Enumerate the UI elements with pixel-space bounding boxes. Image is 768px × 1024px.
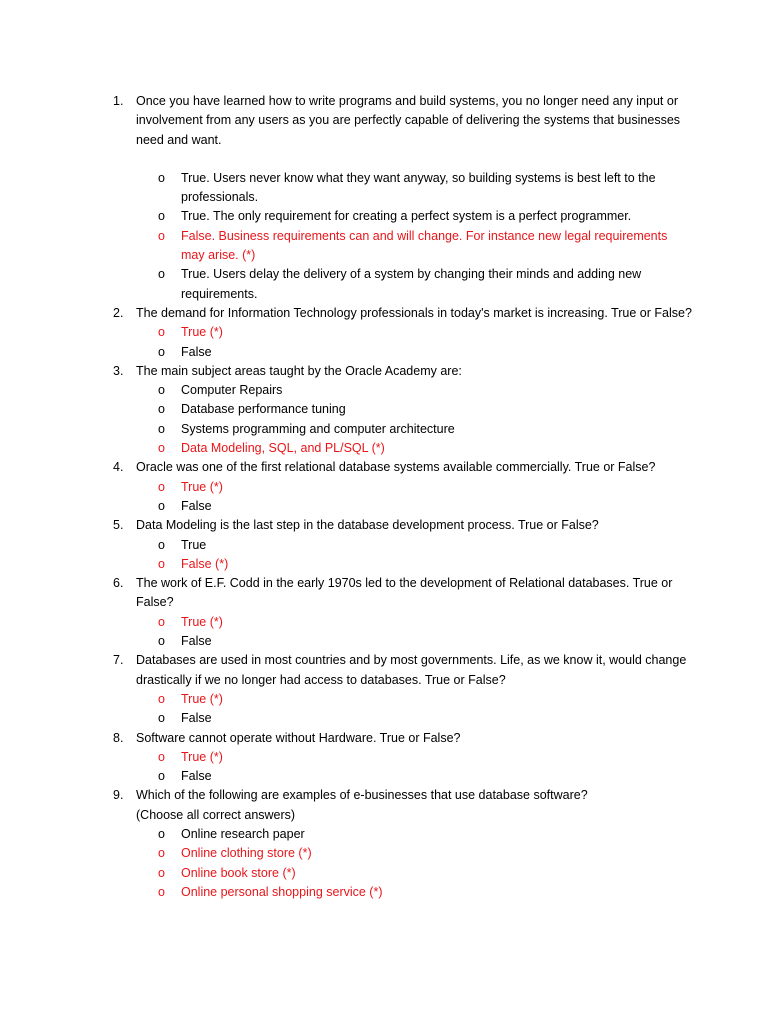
answer-option-correct xyxy=(136,883,681,902)
question-text: Databases are used in most countries and by most governments. Life, as we know it, would change drastically if we no longer had access to databases. True or False? xyxy=(136,653,690,687)
question-text: The work of E.F. Codd in the early 1970s led to the development of Relational databases. True or False? xyxy=(136,576,676,610)
question-number: 8. xyxy=(113,730,124,745)
answer-option xyxy=(136,825,681,844)
answer-options xyxy=(136,690,696,729)
option-bullet: o xyxy=(158,826,165,841)
spacer xyxy=(136,150,696,169)
answer-option xyxy=(136,343,681,362)
answer-option xyxy=(136,420,681,439)
question-number: 2. xyxy=(113,305,124,320)
answer-option xyxy=(136,767,681,786)
option-text: Computer Repairs xyxy=(181,383,283,398)
question-number: 3. xyxy=(113,363,124,378)
question-text: Software cannot operate without Hardware. True or False? xyxy=(136,730,461,745)
answer-option-correct xyxy=(136,748,681,767)
answer-options xyxy=(136,613,696,652)
answer-option xyxy=(136,497,681,516)
answer-option-correct xyxy=(136,844,681,863)
answer-option xyxy=(136,207,681,226)
question-1 xyxy=(0,92,696,304)
option-text: True (*) xyxy=(181,691,223,706)
option-bullet: o xyxy=(158,344,165,359)
option-bullet: o xyxy=(158,769,165,784)
option-bullet: o xyxy=(158,556,165,571)
question-8 xyxy=(0,729,696,787)
question-text: The main subject areas taught by the Oracle Academy are: xyxy=(136,363,462,378)
answer-option xyxy=(136,709,681,728)
option-text: True xyxy=(181,537,207,552)
answer-option xyxy=(136,400,681,419)
answer-options xyxy=(136,169,696,304)
answer-options xyxy=(136,323,696,362)
question-number: 9. xyxy=(113,788,124,803)
option-bullet: o xyxy=(158,537,165,552)
question-5 xyxy=(0,516,696,574)
question-number: 5. xyxy=(113,518,124,533)
answer-option-correct xyxy=(136,227,681,266)
option-text: Online personal shopping service (*) xyxy=(181,884,383,899)
option-bullet: o xyxy=(158,691,165,706)
question-9 xyxy=(0,786,696,902)
option-bullet: o xyxy=(158,479,165,494)
question-text: The demand for Information Technology professionals in today's market is increasing. True or False? xyxy=(136,305,692,320)
question-text: Data Modeling is the last step in the database development process. True or False? xyxy=(136,518,599,533)
option-text: Data Modeling, SQL, and PL/SQL (*) xyxy=(181,441,385,456)
option-text: False. Business requirements can and will change. For instance new legal requirements may arise. (*) xyxy=(181,228,668,263)
option-text: False xyxy=(181,498,212,513)
option-bullet: o xyxy=(158,865,165,880)
option-text: Database performance tuning xyxy=(181,402,346,417)
option-bullet: o xyxy=(158,441,165,456)
answer-option xyxy=(136,381,681,400)
option-text: True (*) xyxy=(181,614,223,629)
question-7 xyxy=(0,651,696,728)
question-number: 6. xyxy=(113,576,124,591)
answer-options xyxy=(136,748,696,787)
answer-option xyxy=(136,265,681,304)
option-text: True (*) xyxy=(181,479,223,494)
answer-options xyxy=(136,825,696,902)
option-text: False (*) xyxy=(181,556,229,571)
option-text: True. Users delay the delivery of a system by changing their minds and adding new requirements. xyxy=(181,267,642,301)
question-text: Once you have learned how to write programs and build systems, you no longer need any input or involvement from any users as you are perfectly capable of delivering the systems that businesses need and want. xyxy=(136,94,684,147)
question-3 xyxy=(0,362,696,458)
option-text: True (*) xyxy=(181,325,223,340)
option-bullet: o xyxy=(158,421,165,436)
option-bullet: o xyxy=(158,614,165,629)
option-bullet: o xyxy=(158,383,165,398)
option-text: Online book store (*) xyxy=(181,865,296,880)
answer-option xyxy=(136,632,681,651)
option-text: False xyxy=(181,769,212,784)
quiz-list xyxy=(0,92,768,902)
option-text: Systems programming and computer architecture xyxy=(181,421,455,436)
option-bullet: o xyxy=(158,884,165,899)
answer-option-correct xyxy=(136,690,681,709)
option-bullet: o xyxy=(158,267,165,282)
option-text: True. The only requirement for creating a perfect system is a perfect programmer. xyxy=(181,209,632,224)
option-text: True. Users never know what they want anyway, so building systems is best left to the professionals. xyxy=(181,170,656,205)
option-bullet: o xyxy=(158,498,165,513)
question-6 xyxy=(0,574,696,651)
option-text: False xyxy=(181,634,212,649)
answer-options xyxy=(136,381,696,458)
question-number: 4. xyxy=(113,460,124,475)
answer-options xyxy=(136,478,696,517)
question-number: 7. xyxy=(113,653,124,668)
question-number: 1. xyxy=(113,94,124,108)
answer-option xyxy=(136,536,681,555)
option-text: False xyxy=(181,344,212,359)
question-4 xyxy=(0,458,696,516)
answer-option-correct xyxy=(136,439,681,458)
question-text: Which of the following are examples of e-businesses that use database software? (Choose all correct answers) xyxy=(136,788,588,822)
option-text: True (*) xyxy=(181,749,223,764)
answer-option-correct xyxy=(136,864,681,883)
option-bullet: o xyxy=(158,325,165,340)
answer-option-correct xyxy=(136,555,681,574)
option-text: Online research paper xyxy=(181,826,305,841)
question-2 xyxy=(0,304,696,362)
option-bullet: o xyxy=(158,209,165,224)
question-text: Oracle was one of the first relational database systems available commercially. True or False? xyxy=(136,460,656,475)
answer-options xyxy=(136,536,696,575)
answer-option xyxy=(136,169,681,208)
option-text: Online clothing store (*) xyxy=(181,846,312,861)
option-bullet: o xyxy=(158,228,165,243)
option-bullet: o xyxy=(158,634,165,649)
option-bullet: o xyxy=(158,749,165,764)
option-text: False xyxy=(181,711,212,726)
answer-option-correct xyxy=(136,478,681,497)
option-bullet: o xyxy=(158,170,165,185)
answer-option-correct xyxy=(136,323,681,342)
option-bullet: o xyxy=(158,711,165,726)
option-bullet: o xyxy=(158,846,165,861)
answer-option-correct xyxy=(136,613,681,632)
option-bullet: o xyxy=(158,402,165,417)
